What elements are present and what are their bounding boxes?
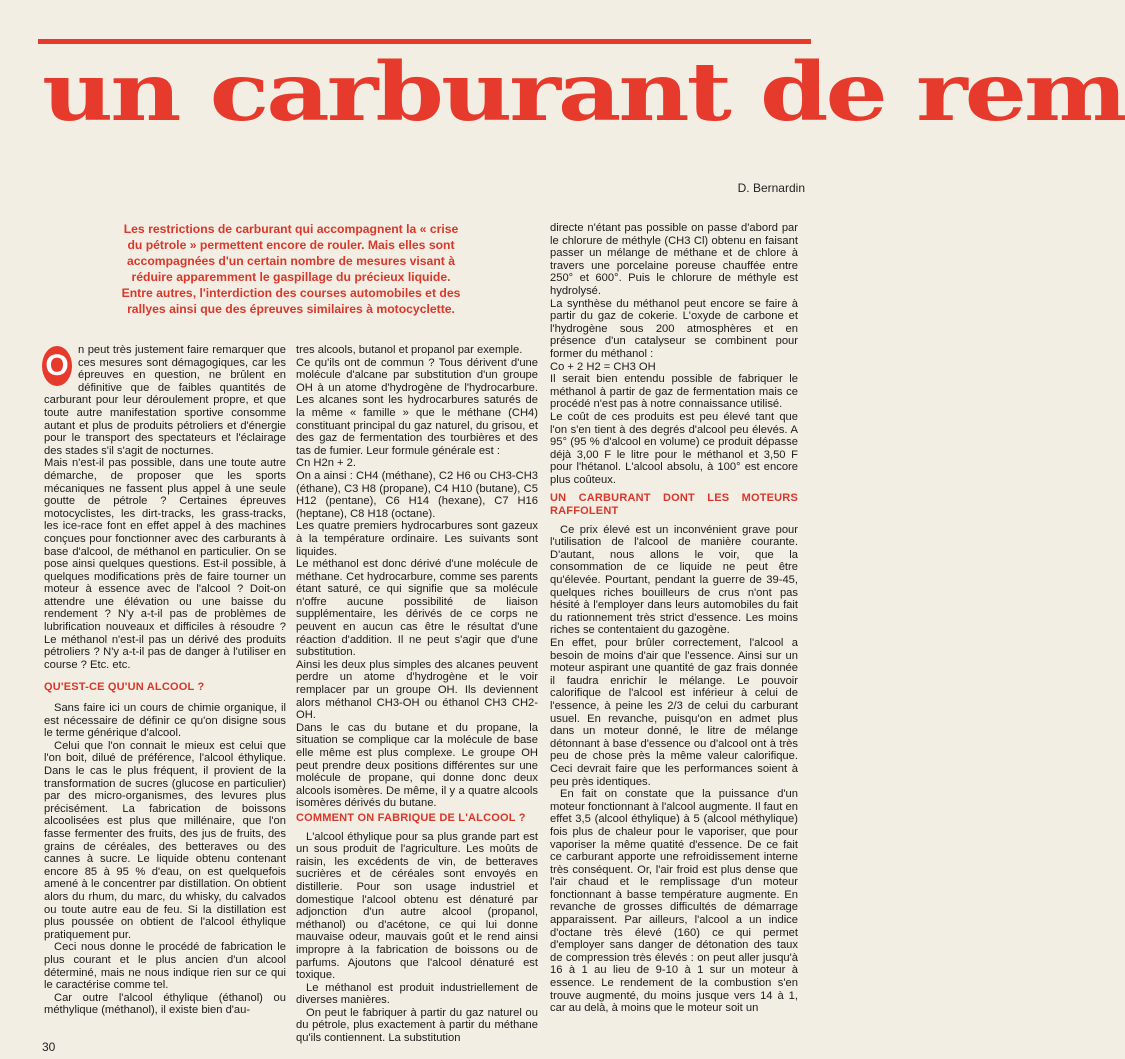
column-2 (296, 344, 538, 1044)
title-rule (38, 39, 811, 44)
paragraph: Car outre l'alcool éthylique (éthanol) ou méthylique (méthanol), il existe bien d'au- (44, 991, 286, 1017)
paragraph: L'alcool éthylique pour sa plus grande part est un sous produit de l'agriculture. Les moûts de raisin, les excédents de vin, de betteraves sucrières et de céréales sont envoyés en distillerie. Pour son usage industriel et domestique l'alcool obtenu est dénaturé par adjonction d'un autre alcool (propanol, méthanol) ou d'acétone, ce qui lui donne mauvaise odeur, mauvais goût et le rend ainsi impropre à la fabrication de boissons ou de parfums. Ajoutons que l'alcool dénaturé est toxique. (296, 830, 538, 982)
paragraph: Dans le cas du butane et du propane, la situation se complique car la molécule de base elle même est plus complexe. Le groupe OH peut prendre deux positions différentes sur une molécule de propane, qui donne donc deux alcools isomères. De même, il y a quatre alcools isomères dérivés du butane. (296, 721, 538, 810)
paragraph: Le coût de ces produits est peu élevé tant que l'on s'en tient à des degrés d'alcool peu élevés. A 95° (95 % d'alcool en volume) ce produit dépasse déjà 3,00 F le litre pour le méthanol et 3,50 F pour l'hétanol. L'alcool absolu, à 100° est encore plus coûteux. (550, 410, 798, 486)
paragraph: En fait on constate que la puissance d'un moteur fonctionnant à l'alcool augmente. Il faut en effet 3,5 (alcool éthylique) à 5 (alcool méthylique) fois plus de chaleur pour le vaporiser, que pour vaporiser la même quatité d'essence. De ce fait ce carburant apporte une refroidissement interne très conséquent. Or, l'air froid est plus dense que l'air chaud et le remplissage d'un moteur fonctionnant à basse température augmente. En revanche de grosses difficultés de démarrage apparaissent. Par ailleurs, l'alcool a un indice d'octane très élevé (160) ce qui permet d'employer sans danger de détonation des taux de compression très élevés : on peut aller jusqu'à 16 à 1 au lieu de 9-10 à 1 sur un moteur à essence. Le rendement de la combustion s'en trouve augmenté, du moins jusque vers 14 à 1, car au delà, à moins que le moteur soit un (550, 788, 798, 1015)
paragraph: On peut le fabriquer à partir du gaz naturel ou du pétrole, plus exactement à partir du méthane qu'ils contiennent. La substitution (296, 1006, 538, 1045)
section-heading: QU'EST-CE QU'UN ALCOOL ? (44, 681, 205, 694)
paragraph: directe n'étant pas possible on passe d'abord par le chlorure de méthyle (CH3 Cl) obtenu en faisant passer un mélange de méthane et de chlore à travers une porcelaine poreuse chauffée entre 250° et 600°. Puis le chlorure de méthyle est hydrolysé. (550, 222, 798, 297)
paragraph: Les quatre premiers hydrocarbures sont gazeux à la température ordinaire. Les suivants sont liquides. (296, 520, 538, 558)
paragraph: tres alcools, butanol et propanol par exemple. (296, 344, 523, 356)
column-1 (44, 344, 286, 1034)
column-3 (550, 222, 798, 1052)
formula: Cn H2n + 2. (296, 457, 357, 470)
lead-paragraph: Les restrictions de carburant qui accompagnent la « crise du pétrole » permettent encore de rouler. Mais elles sont accompagnées d'un certain nombre de mesures visant à réduire apparemment le gaspillage du précieux liquide. Entre autres, l'interdiction des courses automobiles et des rallyes ainsi que des épreuves similaires à motocyclette. (121, 222, 461, 316)
paragraph: Ceci nous donne le procédé de fabrication le plus courant et le plus ancien d'un alcool déterminé, mais ne nous indique rien sur ce qui le caractérise comme tel. (44, 941, 286, 992)
formula: Co + 2 H2 = CH3 OH (550, 360, 656, 373)
paragraph: Ainsi les deux plus simples des alcanes peuvent perdre un atome d'hydrogène et le voir remplacer par un groupe OH. Ils deviennent alors méthanol CH3-OH ou éthanol CH3 CH2-OH. (296, 658, 538, 722)
paragraph: Le méthanol est donc dérivé d'une molécule de méthane. Cet hydrocarbure, comme ses parents étant saturé, ce qui signifie que sa molécule n'offre aucune possibilité de liaison supplémentaire, les dérivés de ce corps ne peuvent en aucun cas être le résultat d'une réaction d'addition. Il ne peut s'agir que d'une substitution. (296, 558, 538, 659)
section-heading: COMMENT ON FABRIQUE DE L'ALCOOL ? (296, 811, 526, 824)
page-number: 30 (42, 1040, 56, 1054)
paragraph: Le méthanol est produit industriellement de diverses manières. (296, 981, 538, 1007)
paragraph: n peut très justement faire remarquer que ces mesures sont démagogiques, car les épreuves en question, ne brûlent en définitive que de faibles quantités de carburant pour leur déroulement propre, et que toute autre manifestation sportive consomme autant et plus de produits pétroliers et d'énergie pour le transport des spectateurs et l'éclairage des stades s'il s'agit de nocturnes. (44, 344, 286, 457)
article-title: un carburant de rem (42, 45, 1125, 140)
author-byline: D. Bernardin (737, 181, 805, 195)
paragraph: Il serait bien entendu possible de fabriquer le méthanol à partir de gaz de fermentation mais ce procédé n'est pas à notre connaissance utilisé. (550, 373, 798, 411)
paragraph: Ce qu'ils ont de commun ? Tous dérivent d'une molécule d'alcane par substitution d'un groupe OH à un atome d'hydrogène de l'hydrocarbure. Les alcanes sont les hydrocarbures saturés de la même « famille » que le méthane (CH4) constituant principal du gaz naturel, du grisou, et des gaz de fermentation des tourbières et des tas de fumier. Leur formule générale est : (296, 356, 538, 457)
paragraph: Ce prix élevé est un inconvénient grave pour l'utilisation de l'alcool de manière courante. D'autant, nous allons le voir, que la consommation de ce liquide ne peut être qu'élevée. Pourtant, pendant la guerre de 39-45, quelques riches bouilleurs de crus n'ont pas hésité à l'employer dans leurs automobiles du fait du rationnement très strict d'essence. Les moins riches se contentaient du gazogène. (550, 523, 798, 637)
drop-cap: O (42, 346, 72, 386)
section-heading: UN CARBURANT DONT LES MOTEURS RAFFOLENT (550, 492, 798, 518)
paragraph: En effet, pour brûler correctement, l'alcool a besoin de moins d'air que l'essence. Ainsi sur un moteur aspirant une quantité de gaz frais donnée il faudra enrichir le mélange. Le pouvoir calorifique de l'alcool est inférieur à celui de l'essence, à peine les 2/3 de celui du carburant usuel. En revanche, puisqu'on en admet plus dans un moteur donné, le litre de mélange détonnant à base d'essence ou d'alcool ont à très peu de chose près la même valeur calorifique. Ceci devrait faire que les performances soient à peu près identiques. (550, 637, 798, 788)
paragraph: Mais n'est-il pas possible, dans une toute autre démarche, de proposer que les sports mécaniques ne fassent plus appel à une seule goutte de pétrole ? Certaines épreuves motocyclistes, les dirt-tracks, les grass-tracks, les ice-race font en effet appel à des machines conçues pour fonctionner avec des carburants à base d'alcool, de méthanol en particulier. On se pose ainsi quelques questions. Est-il possible, à quelques modifications près de faire tourner un moteur à essence avec de l'alcool ? Doit-on attendre une élévation ou une baisse du rendement ? N'y a-t-il pas de problèmes de lubrification nouveaux et difficiles à résoudre ? Le méthanol n'est-il pas un dérivé des produits pétroliers ? N'y a-t-il pas de danger à l'utiliser en course ? Etc. etc. (44, 457, 286, 671)
paragraph: La synthèse du méthanol peut encore se faire à partir du gaz de cokerie. L'oxyde de carbone et l'hydrogène sous 200 atmosphères et en présence d'un catalyseur se combinent pour former du méthanol : (550, 297, 798, 360)
paragraph: On a ainsi : CH4 (méthane), C2 H6 ou CH3-CH3 (éthane), C3 H8 (propane), C4 H10 (butane), C5 H12 (pentane), C6 H14 (hexane), C7 H16 (heptane), C8 H18 (octane). (296, 469, 538, 520)
paragraph: Sans faire ici un cours de chimie organique, il est nécessaire de définir ce qu'on disigne sous le terme générique d'alcool. (44, 702, 286, 740)
paragraph: Celui que l'on connait le mieux est celui que l'on boit, dilué de préférence, l'alcool éthylique. Dans le cas le plus fréquent, il provient de la transformation de sucres (glucose en particulier) par des micro-organismes, des levures plus précisément. La fabrication de boissons alcoolisées est plus que millénaire, que l'on fasse fermenter des fruits, des jus de fruits, des grains de céréales, des betteraves ou des cannes à sucre. Le liquide obtenu contenant encore 85 à 95 % d'eau, on est quelquefois amené à le concentrer par distillation. On obtient alors du rhum, du marc, du whisky, du calvados ou toute autre eau de feu. Si la distillation est plus poussée on obtient de l'alcool éthylique pratiquement pur. (44, 739, 286, 941)
